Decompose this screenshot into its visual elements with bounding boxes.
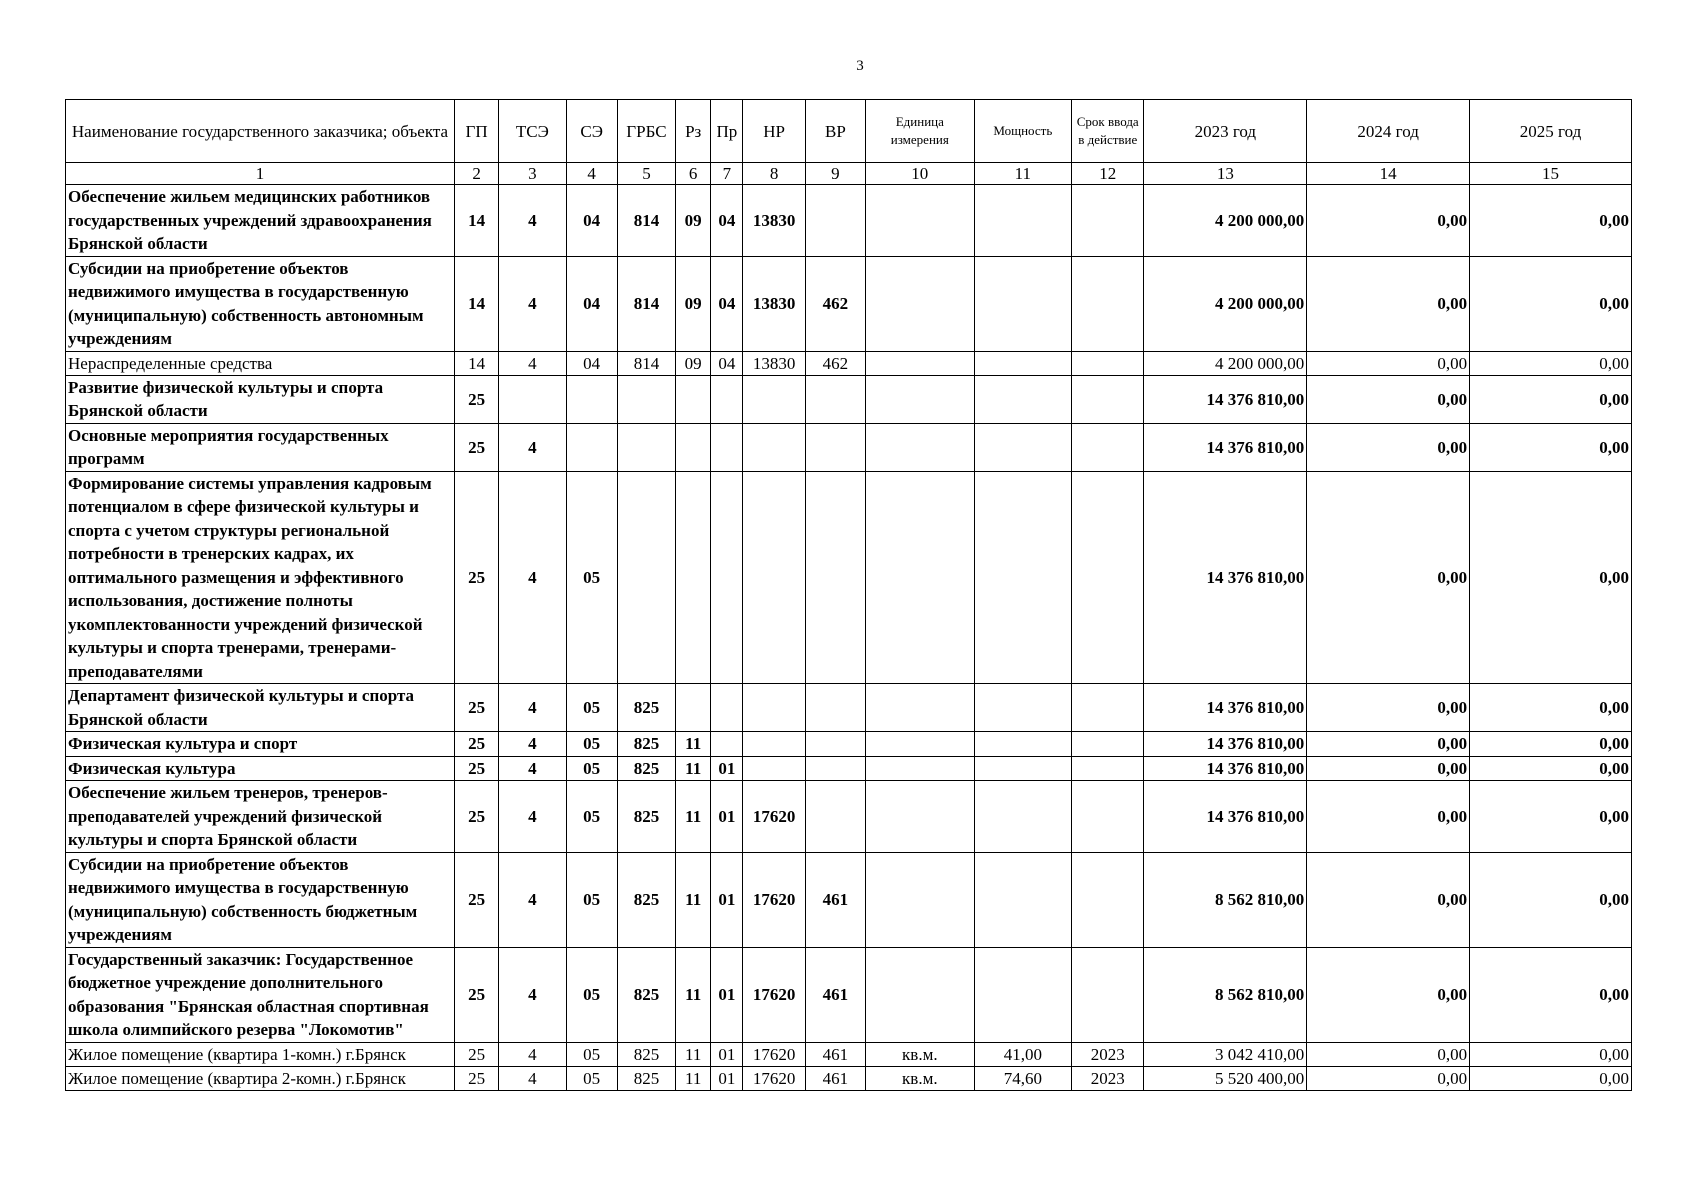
amount-2025-cell: 0,00 <box>1470 1042 1632 1066</box>
header-cell: Срок ввода в действие <box>1072 100 1144 163</box>
table-row <box>66 1066 1632 1090</box>
deadline-cell <box>1072 351 1144 375</box>
column-number: 15 <box>1470 163 1632 185</box>
amount-2023-cell: 14 376 810,00 <box>1144 756 1307 781</box>
header-cell: Мощность <box>974 100 1071 163</box>
amount-2023-cell: 14 376 810,00 <box>1144 423 1307 471</box>
se-cell: 05 <box>566 852 617 947</box>
unit-cell: кв.м. <box>866 1066 975 1090</box>
amount-2025-cell: 0,00 <box>1470 185 1632 257</box>
se-cell: 05 <box>566 1066 617 1090</box>
column-number: 12 <box>1072 163 1144 185</box>
amount-2023-cell: 8 562 810,00 <box>1144 852 1307 947</box>
rz-cell <box>676 684 711 732</box>
gp-cell: 25 <box>454 1042 498 1066</box>
rz-cell <box>676 375 711 423</box>
tse-cell: 4 <box>499 471 566 684</box>
gp-cell: 14 <box>454 351 498 375</box>
deadline-cell <box>1072 732 1144 757</box>
column-number: 7 <box>711 163 743 185</box>
se-cell: 04 <box>566 351 617 375</box>
vr-cell: 462 <box>805 351 865 375</box>
tse-cell: 4 <box>499 256 566 351</box>
tse-cell: 4 <box>499 852 566 947</box>
capacity-cell <box>974 756 1071 781</box>
se-cell: 05 <box>566 684 617 732</box>
deadline-cell <box>1072 756 1144 781</box>
nr-cell: 17620 <box>743 947 805 1042</box>
table-row <box>66 375 1632 423</box>
gp-cell: 25 <box>454 756 498 781</box>
header-cell: 2024 год <box>1307 100 1470 163</box>
column-number: 3 <box>499 163 566 185</box>
object-name-cell: Субсидии на приобретение объектов недвижимого имущества в государственную (муниципальную) собственность бюджетным учреждениям <box>66 852 455 947</box>
amount-2024-cell: 0,00 <box>1307 375 1470 423</box>
deadline-cell <box>1072 684 1144 732</box>
object-name-cell: Жилое помещение (квартира 2-комн.) г.Брянск <box>66 1066 455 1090</box>
object-name-cell: Субсидии на приобретение объектов недвижимого имущества в государственную (муниципальную) собственность автономным учреждениям <box>66 256 455 351</box>
header-cell: 2023 год <box>1144 100 1307 163</box>
tse-cell: 4 <box>499 185 566 257</box>
vr-cell: 461 <box>805 1066 865 1090</box>
table-row <box>66 256 1632 351</box>
nr-cell: 17620 <box>743 852 805 947</box>
header-cell: Наименование государственного заказчика; объекта <box>66 100 455 163</box>
se-cell: 05 <box>566 732 617 757</box>
amount-2024-cell: 0,00 <box>1307 732 1470 757</box>
rz-cell: 11 <box>676 852 711 947</box>
table-row <box>66 756 1632 781</box>
grbs-cell: 825 <box>617 684 675 732</box>
page-number: 3 <box>856 58 864 74</box>
gp-cell: 14 <box>454 185 498 257</box>
pr-cell <box>711 732 743 757</box>
pr-cell: 04 <box>711 256 743 351</box>
amount-2025-cell: 0,00 <box>1470 471 1632 684</box>
table-row <box>66 471 1632 684</box>
rz-cell: 09 <box>676 185 711 257</box>
column-number: 2 <box>454 163 498 185</box>
amount-2024-cell: 0,00 <box>1307 1066 1470 1090</box>
nr-cell: 13830 <box>743 351 805 375</box>
rz-cell: 11 <box>676 756 711 781</box>
amount-2023-cell: 8 562 810,00 <box>1144 947 1307 1042</box>
unit-cell <box>866 947 975 1042</box>
unit-cell <box>866 684 975 732</box>
capacity-cell <box>974 732 1071 757</box>
unit-cell: кв.м. <box>866 1042 975 1066</box>
pr-cell: 01 <box>711 852 743 947</box>
vr-cell <box>805 781 865 853</box>
amount-2023-cell: 14 376 810,00 <box>1144 781 1307 853</box>
gp-cell: 25 <box>454 423 498 471</box>
amount-2023-cell: 4 200 000,00 <box>1144 185 1307 257</box>
grbs-cell: 825 <box>617 852 675 947</box>
grbs-cell: 814 <box>617 185 675 257</box>
rz-cell <box>676 471 711 684</box>
amount-2024-cell: 0,00 <box>1307 947 1470 1042</box>
amount-2024-cell: 0,00 <box>1307 351 1470 375</box>
se-cell: 04 <box>566 185 617 257</box>
amount-2024-cell: 0,00 <box>1307 852 1470 947</box>
unit-cell <box>866 423 975 471</box>
unit-cell <box>866 852 975 947</box>
column-number: 10 <box>866 163 975 185</box>
nr-cell <box>743 423 805 471</box>
unit-cell <box>866 471 975 684</box>
deadline-cell <box>1072 852 1144 947</box>
vr-cell: 461 <box>805 947 865 1042</box>
column-number-row <box>66 163 1632 185</box>
header-cell: ГП <box>454 100 498 163</box>
tse-cell: 4 <box>499 1042 566 1066</box>
object-name-cell: Физическая культура и спорт <box>66 732 455 757</box>
se-cell: 05 <box>566 756 617 781</box>
amount-2025-cell: 0,00 <box>1470 756 1632 781</box>
capacity-cell <box>974 684 1071 732</box>
pr-cell: 04 <box>711 351 743 375</box>
unit-cell <box>866 375 975 423</box>
vr-cell: 461 <box>805 852 865 947</box>
gp-cell: 25 <box>454 471 498 684</box>
capacity-cell <box>974 471 1071 684</box>
vr-cell: 462 <box>805 256 865 351</box>
grbs-cell: 825 <box>617 756 675 781</box>
se-cell <box>566 375 617 423</box>
table-row <box>66 423 1632 471</box>
amount-2025-cell: 0,00 <box>1470 351 1632 375</box>
pr-cell <box>711 375 743 423</box>
se-cell: 05 <box>566 471 617 684</box>
table-row <box>66 947 1632 1042</box>
amount-2024-cell: 0,00 <box>1307 1042 1470 1066</box>
header-cell: Рз <box>676 100 711 163</box>
object-name-cell: Обеспечение жильем медицинских работников государственных учреждений здравоохранения Брянской области <box>66 185 455 257</box>
nr-cell <box>743 684 805 732</box>
nr-cell: 17620 <box>743 781 805 853</box>
object-name-cell: Нераспределенные средства <box>66 351 455 375</box>
header-cell: ТСЭ <box>499 100 566 163</box>
deadline-cell: 2023 <box>1072 1042 1144 1066</box>
tse-cell: 4 <box>499 423 566 471</box>
grbs-cell: 825 <box>617 947 675 1042</box>
budget-table <box>65 99 1632 1091</box>
vr-cell <box>805 732 865 757</box>
table-row <box>66 185 1632 257</box>
tse-cell: 4 <box>499 684 566 732</box>
header-row <box>66 100 1632 163</box>
nr-cell: 17620 <box>743 1066 805 1090</box>
amount-2024-cell: 0,00 <box>1307 185 1470 257</box>
vr-cell <box>805 756 865 781</box>
pr-cell: 01 <box>711 756 743 781</box>
se-cell <box>566 423 617 471</box>
grbs-cell <box>617 375 675 423</box>
object-name-cell: Физическая культура <box>66 756 455 781</box>
column-number: 13 <box>1144 163 1307 185</box>
tse-cell: 4 <box>499 756 566 781</box>
capacity-cell <box>974 947 1071 1042</box>
amount-2025-cell: 0,00 <box>1470 732 1632 757</box>
amount-2024-cell: 0,00 <box>1307 684 1470 732</box>
header-cell: ГРБС <box>617 100 675 163</box>
capacity-cell <box>974 852 1071 947</box>
gp-cell: 25 <box>454 947 498 1042</box>
tse-cell: 4 <box>499 781 566 853</box>
se-cell: 04 <box>566 256 617 351</box>
capacity-cell: 74,60 <box>974 1066 1071 1090</box>
gp-cell: 25 <box>454 781 498 853</box>
object-name-cell: Государственный заказчик: Государственное бюджетное учреждение дополнительного образования "Брянская областная спортивная школа олимпийского резерва "Локомотив" <box>66 947 455 1042</box>
unit-cell <box>866 185 975 257</box>
capacity-cell <box>974 351 1071 375</box>
vr-cell <box>805 684 865 732</box>
nr-cell <box>743 756 805 781</box>
table-body <box>66 185 1632 1091</box>
column-number: 6 <box>676 163 711 185</box>
capacity-cell <box>974 375 1071 423</box>
amount-2023-cell: 3 042 410,00 <box>1144 1042 1307 1066</box>
column-number: 11 <box>974 163 1071 185</box>
rz-cell: 11 <box>676 732 711 757</box>
amount-2024-cell: 0,00 <box>1307 781 1470 853</box>
unit-cell <box>866 732 975 757</box>
grbs-cell <box>617 423 675 471</box>
table-row <box>66 732 1632 757</box>
grbs-cell: 825 <box>617 732 675 757</box>
pr-cell <box>711 471 743 684</box>
amount-2023-cell: 14 376 810,00 <box>1144 375 1307 423</box>
deadline-cell <box>1072 375 1144 423</box>
gp-cell: 25 <box>454 852 498 947</box>
unit-cell <box>866 256 975 351</box>
amount-2023-cell: 14 376 810,00 <box>1144 732 1307 757</box>
capacity-cell <box>974 256 1071 351</box>
capacity-cell <box>974 423 1071 471</box>
amount-2024-cell: 0,00 <box>1307 756 1470 781</box>
vr-cell <box>805 375 865 423</box>
header-cell: Единица измерения <box>866 100 975 163</box>
vr-cell <box>805 185 865 257</box>
rz-cell: 11 <box>676 781 711 853</box>
amount-2025-cell: 0,00 <box>1470 781 1632 853</box>
rz-cell: 11 <box>676 1066 711 1090</box>
tse-cell: 4 <box>499 351 566 375</box>
amount-2025-cell: 0,00 <box>1470 423 1632 471</box>
pr-cell <box>711 684 743 732</box>
rz-cell: 09 <box>676 256 711 351</box>
se-cell: 05 <box>566 947 617 1042</box>
table-row <box>66 852 1632 947</box>
unit-cell <box>866 351 975 375</box>
amount-2023-cell: 4 200 000,00 <box>1144 351 1307 375</box>
nr-cell <box>743 471 805 684</box>
column-number: 4 <box>566 163 617 185</box>
nr-cell: 13830 <box>743 256 805 351</box>
column-number: 14 <box>1307 163 1470 185</box>
header-cell: Пр <box>711 100 743 163</box>
grbs-cell: 814 <box>617 256 675 351</box>
column-number: 8 <box>743 163 805 185</box>
deadline-cell <box>1072 185 1144 257</box>
pr-cell: 01 <box>711 781 743 853</box>
gp-cell: 25 <box>454 1066 498 1090</box>
amount-2025-cell: 0,00 <box>1470 852 1632 947</box>
amount-2025-cell: 0,00 <box>1470 684 1632 732</box>
object-name-cell: Формирование системы управления кадровым потенциалом в сфере физической культуры и спорта с учетом структуры региональной потребности в тренерских кадрах, их оптимального размещения и эффективного использования, достижение полноты укомплектованности учреждений физической культуры и спорта тренерами, тренерами-преподавателями <box>66 471 455 684</box>
amount-2025-cell: 0,00 <box>1470 1066 1632 1090</box>
vr-cell: 461 <box>805 1042 865 1066</box>
capacity-cell <box>974 781 1071 853</box>
tse-cell <box>499 375 566 423</box>
nr-cell <box>743 375 805 423</box>
vr-cell <box>805 471 865 684</box>
table-row <box>66 781 1632 853</box>
tse-cell: 4 <box>499 947 566 1042</box>
amount-2023-cell: 14 376 810,00 <box>1144 471 1307 684</box>
gp-cell: 25 <box>454 684 498 732</box>
tse-cell: 4 <box>499 1066 566 1090</box>
capacity-cell: 41,00 <box>974 1042 1071 1066</box>
column-number: 5 <box>617 163 675 185</box>
column-number: 1 <box>66 163 455 185</box>
vr-cell <box>805 423 865 471</box>
deadline-cell <box>1072 256 1144 351</box>
pr-cell: 01 <box>711 947 743 1042</box>
object-name-cell: Развитие физической культуры и спорта Брянской области <box>66 375 455 423</box>
nr-cell: 13830 <box>743 185 805 257</box>
pr-cell: 01 <box>711 1066 743 1090</box>
grbs-cell: 814 <box>617 351 675 375</box>
nr-cell: 17620 <box>743 1042 805 1066</box>
amount-2023-cell: 5 520 400,00 <box>1144 1066 1307 1090</box>
table-row <box>66 1042 1632 1066</box>
object-name-cell: Основные мероприятия государственных программ <box>66 423 455 471</box>
rz-cell: 11 <box>676 947 711 1042</box>
amount-2025-cell: 0,00 <box>1470 375 1632 423</box>
gp-cell: 25 <box>454 375 498 423</box>
amount-2024-cell: 0,00 <box>1307 256 1470 351</box>
pr-cell: 04 <box>711 185 743 257</box>
rz-cell: 09 <box>676 351 711 375</box>
deadline-cell <box>1072 781 1144 853</box>
amount-2025-cell: 0,00 <box>1470 947 1632 1042</box>
header-cell: СЭ <box>566 100 617 163</box>
gp-cell: 14 <box>454 256 498 351</box>
amount-2023-cell: 14 376 810,00 <box>1144 684 1307 732</box>
amount-2025-cell: 0,00 <box>1470 256 1632 351</box>
capacity-cell <box>974 185 1071 257</box>
deadline-cell: 2023 <box>1072 1066 1144 1090</box>
object-name-cell: Жилое помещение (квартира 1-комн.) г.Брянск <box>66 1042 455 1066</box>
pr-cell: 01 <box>711 1042 743 1066</box>
header-cell: 2025 год <box>1470 100 1632 163</box>
amount-2024-cell: 0,00 <box>1307 423 1470 471</box>
object-name-cell: Обеспечение жильем тренеров, тренеров-преподавателей учреждений физической культуры и спорта Брянской области <box>66 781 455 853</box>
rz-cell: 11 <box>676 1042 711 1066</box>
gp-cell: 25 <box>454 732 498 757</box>
deadline-cell <box>1072 947 1144 1042</box>
header-cell: ВР <box>805 100 865 163</box>
object-name-cell: Департамент физической культуры и спорта Брянской области <box>66 684 455 732</box>
unit-cell <box>866 756 975 781</box>
se-cell: 05 <box>566 781 617 853</box>
table-row <box>66 351 1632 375</box>
header-cell: НР <box>743 100 805 163</box>
nr-cell <box>743 732 805 757</box>
rz-cell <box>676 423 711 471</box>
table-row <box>66 684 1632 732</box>
se-cell: 05 <box>566 1042 617 1066</box>
deadline-cell <box>1072 471 1144 684</box>
grbs-cell: 825 <box>617 1042 675 1066</box>
amount-2023-cell: 4 200 000,00 <box>1144 256 1307 351</box>
grbs-cell: 825 <box>617 1066 675 1090</box>
unit-cell <box>866 781 975 853</box>
pr-cell <box>711 423 743 471</box>
deadline-cell <box>1072 423 1144 471</box>
amount-2024-cell: 0,00 <box>1307 471 1470 684</box>
column-number: 9 <box>805 163 865 185</box>
tse-cell: 4 <box>499 732 566 757</box>
grbs-cell: 825 <box>617 781 675 853</box>
grbs-cell <box>617 471 675 684</box>
